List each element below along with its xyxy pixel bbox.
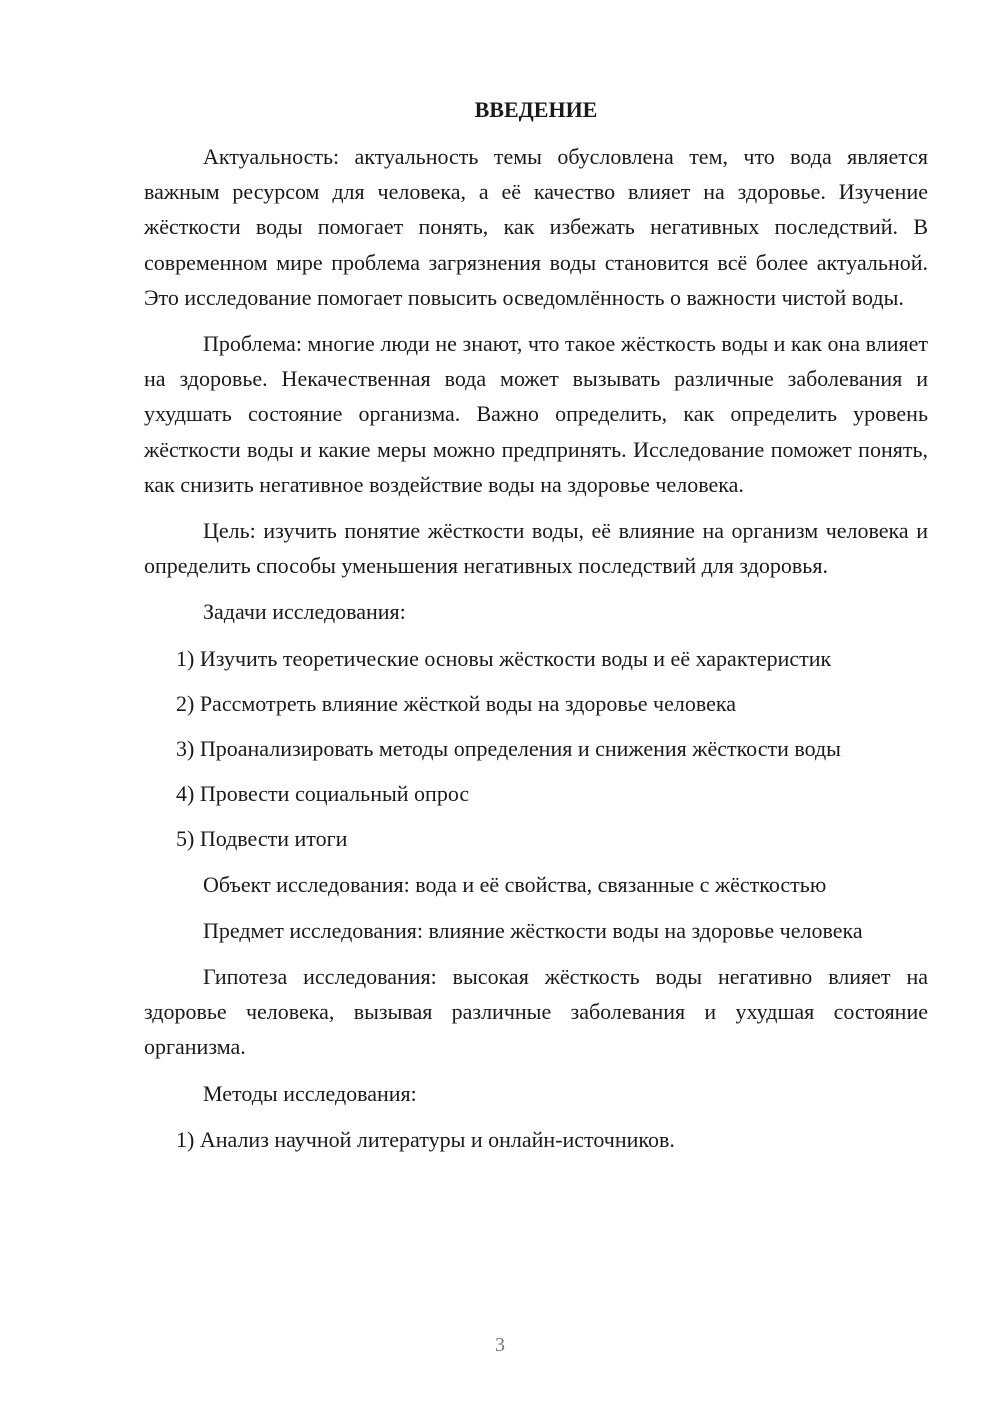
problem-paragraph: Проблема: многие люди не знают, что такое жёсткость воды и как она влияет на здоровье. Некачественная вода может вызывать различные заболевания и ухудшать состояние организма. Важно определить, как определить уровень жёсткости воды и какие меры можно предпринять. Исследование поможет понять, как снизить негативное воздействие воды на здоровье человека. xyxy=(144,331,928,497)
goal-paragraph: Цель: изучить понятие жёсткости воды, её влияние на организм человека и определить способы уменьшения негативных последствий для здоровья. xyxy=(144,518,928,579)
tasks-heading: Задачи исследования: xyxy=(203,599,406,625)
hypothesis-paragraph: Гипотеза исследования: высокая жёсткость воды негативно влияет на здоровье человека, вызывая различные заболевания и ухудшая состояние организма. xyxy=(144,964,928,1060)
task-item-1: 1) Изучить теоретические основы жёсткости воды и её характеристик xyxy=(176,645,832,671)
methods-heading: Методы исследования: xyxy=(203,1080,417,1106)
task-item-3: 3) Проанализировать методы определения и снижения жёсткости воды xyxy=(176,736,841,762)
document-page xyxy=(144,94,928,1167)
subject-paragraph: Предмет исследования: влияние жёсткости воды на здоровье человека xyxy=(203,917,863,943)
section-title: ВВЕДЕНИЕ xyxy=(474,97,598,122)
task-item-4: 4) Провести социальный опрос xyxy=(176,781,470,807)
page-number: 3 xyxy=(495,1334,505,1356)
method-item-1: 1) Анализ научной литературы и онлайн-источников. xyxy=(176,1126,675,1152)
object-paragraph: Объект исследования: вода и её свойства, связанные с жёсткостью xyxy=(203,871,827,897)
task-item-5: 5) Подвести итоги xyxy=(176,826,348,852)
task-item-2: 2) Рассмотреть влияние жёсткой воды на здоровье человека xyxy=(176,690,736,716)
relevance-paragraph: Актуальность: актуальность темы обусловлена тем, что вода является важным ресурсом для человека, а её качество влияет на здоровье. Изучение жёсткости воды помогает понять, как избежать негативных последствий. В современном мире проблема загрязнения воды становится всё более актуальной. Это исследование помогает повысить осведомлённость о важности чистой воды. xyxy=(144,144,928,310)
